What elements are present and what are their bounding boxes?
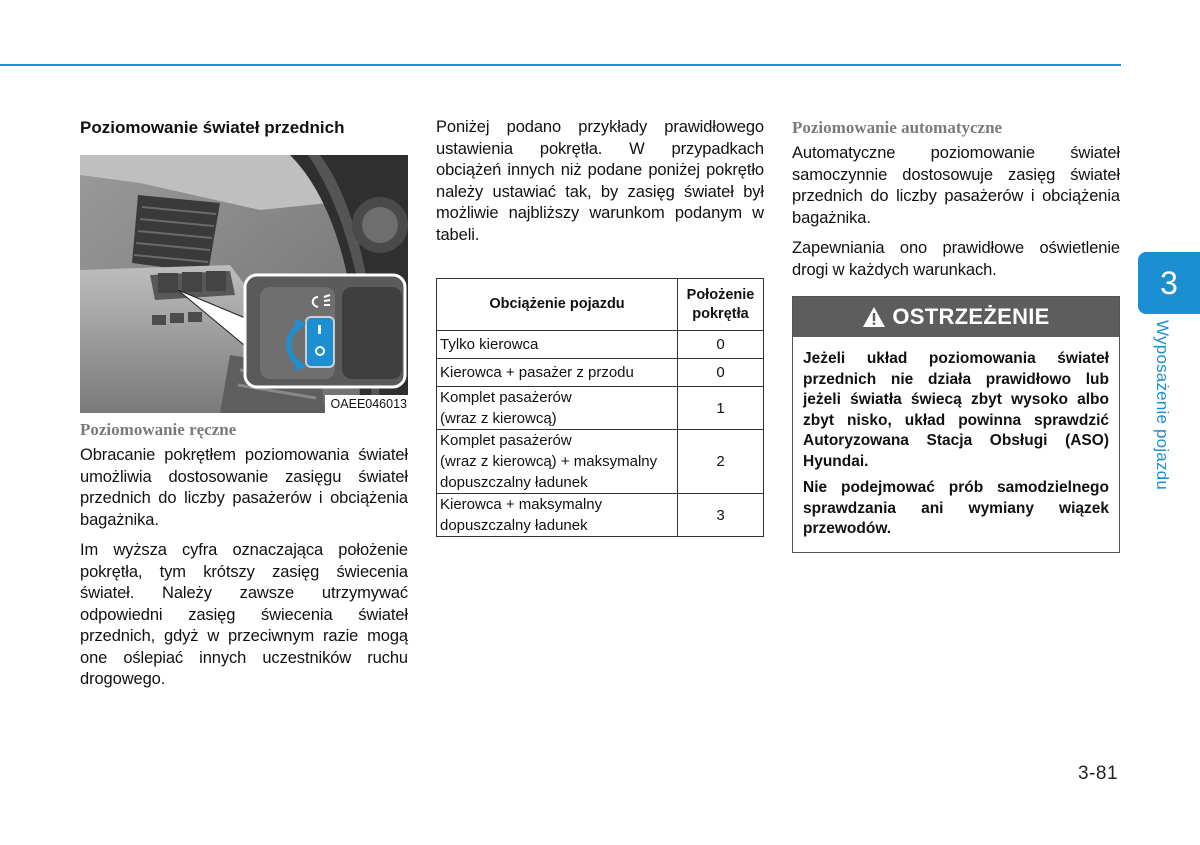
cell-line: (wraz z kierowcą) bbox=[440, 410, 557, 427]
table-row bbox=[437, 359, 764, 387]
cell-line: Kierowca + maksymalny bbox=[440, 496, 603, 513]
table-cell-load bbox=[437, 359, 678, 387]
chapter-title-text: Wyposażenie pojazdu bbox=[1153, 320, 1172, 490]
section-heading: Poziomowanie świateł przednich bbox=[80, 118, 345, 137]
table-header-position bbox=[678, 279, 764, 331]
table-cell-position: 0 bbox=[678, 359, 764, 387]
auto-heading: Poziomowanie automatyczne bbox=[792, 118, 1003, 137]
warning-body bbox=[793, 337, 1119, 552]
right-column bbox=[792, 117, 1120, 553]
table-header-load: Obciążenie pojazdu bbox=[437, 279, 678, 331]
cell-line: (wraz z kierowcą) + maksymalny bbox=[440, 453, 658, 470]
table-cell-load bbox=[437, 430, 678, 494]
manual-paragraph-1: Obracanie pokrętłem poziomowania świateł umożliwia dostosowanie zasięgu świateł przednich do liczby pasażerów i obciążenia bagażnika. bbox=[80, 446, 408, 529]
table-cell-position: 3 bbox=[678, 494, 764, 537]
dashboard-illustration bbox=[80, 155, 408, 413]
cell-line: Komplet pasażerów bbox=[440, 432, 572, 449]
warning-text-2: Nie podejmować prób samodzielnego sprawdzania ani wymiany wiązek przewodów. bbox=[803, 479, 1109, 537]
manual-heading: Poziomowanie ręczne bbox=[80, 420, 237, 439]
warning-box bbox=[792, 296, 1120, 553]
table-cell-position: 0 bbox=[678, 331, 764, 359]
chapter-number-tab: 3 bbox=[1138, 252, 1200, 314]
table-row bbox=[437, 387, 764, 430]
cell-line: Komplet pasażerów bbox=[440, 389, 572, 406]
table-row bbox=[437, 430, 764, 494]
warning-title: OSTRZEŻENIE bbox=[892, 304, 1050, 329]
cell-line: Kierowca + pasażer z przodu bbox=[440, 364, 634, 381]
manual-paragraph-2: Im wyższa cyfra oznaczająca położenie pokrętła, tym krótszy zasięg świecenia świateł. Należy zawsze utrzymywać odpowiedni zasięg świecenia świateł przednich, gdyż w przeciwnym razie mogą one oślepiać innych uczestników ruchu drogowego. bbox=[80, 541, 408, 688]
left-column bbox=[80, 117, 408, 691]
cell-line: Tylko kierowca bbox=[440, 336, 539, 353]
chapter-title bbox=[1152, 320, 1176, 510]
warning-header bbox=[793, 297, 1119, 337]
table-row bbox=[437, 331, 764, 359]
middle-column bbox=[436, 117, 764, 537]
warning-text-1: Jeżeli układ poziomowania świateł przednich nie działa prawidłowo lub jeżeli światła świecą zbyt wysoko albo zbyt nisko, układ powinna sprawdzić Autoryzowana Stacja Obsługi (ASO) Hyundai. bbox=[803, 350, 1109, 470]
top-rule bbox=[0, 64, 1121, 66]
table-header-position-line1: Położenie bbox=[686, 286, 755, 303]
load-table bbox=[436, 278, 764, 537]
figure-code: OAEE046013 bbox=[325, 395, 408, 413]
dashboard-figure bbox=[80, 155, 408, 413]
auto-paragraph-1: Automatyczne poziomowanie świateł samoczynnie dostosowuje zasięg świateł przednich do liczby pasażerów i obciążenia bagażnika. bbox=[792, 144, 1120, 227]
auto-paragraph-2: Zapewniania ono prawidłowe oświetlenie drogi w każdych warunkach. bbox=[792, 239, 1120, 279]
table-header-position-line2: pokrętła bbox=[692, 305, 749, 322]
page-number: 3-81 bbox=[1078, 763, 1119, 784]
cell-line: dopuszczalny ładunek bbox=[440, 474, 588, 491]
table-cell-load bbox=[437, 494, 678, 537]
table-intro: Poniżej podano przykłady prawidłowego ustawienia pokrętła. W przypadkach obciążeń innych niż podane poniżej pokrętło należy ustawiać tak, by zasięg świateł był możliwie najbliższy warunkom podanym w tabeli. bbox=[436, 118, 764, 244]
table-header-row bbox=[437, 279, 764, 331]
table-cell-position: 1 bbox=[678, 387, 764, 430]
table-row bbox=[437, 494, 764, 537]
warning-triangle-icon bbox=[862, 306, 886, 328]
table-cell-load bbox=[437, 331, 678, 359]
cell-line: dopuszczalny ładunek bbox=[440, 517, 588, 534]
table-cell-load bbox=[437, 387, 678, 430]
table-cell-position: 2 bbox=[678, 430, 764, 494]
